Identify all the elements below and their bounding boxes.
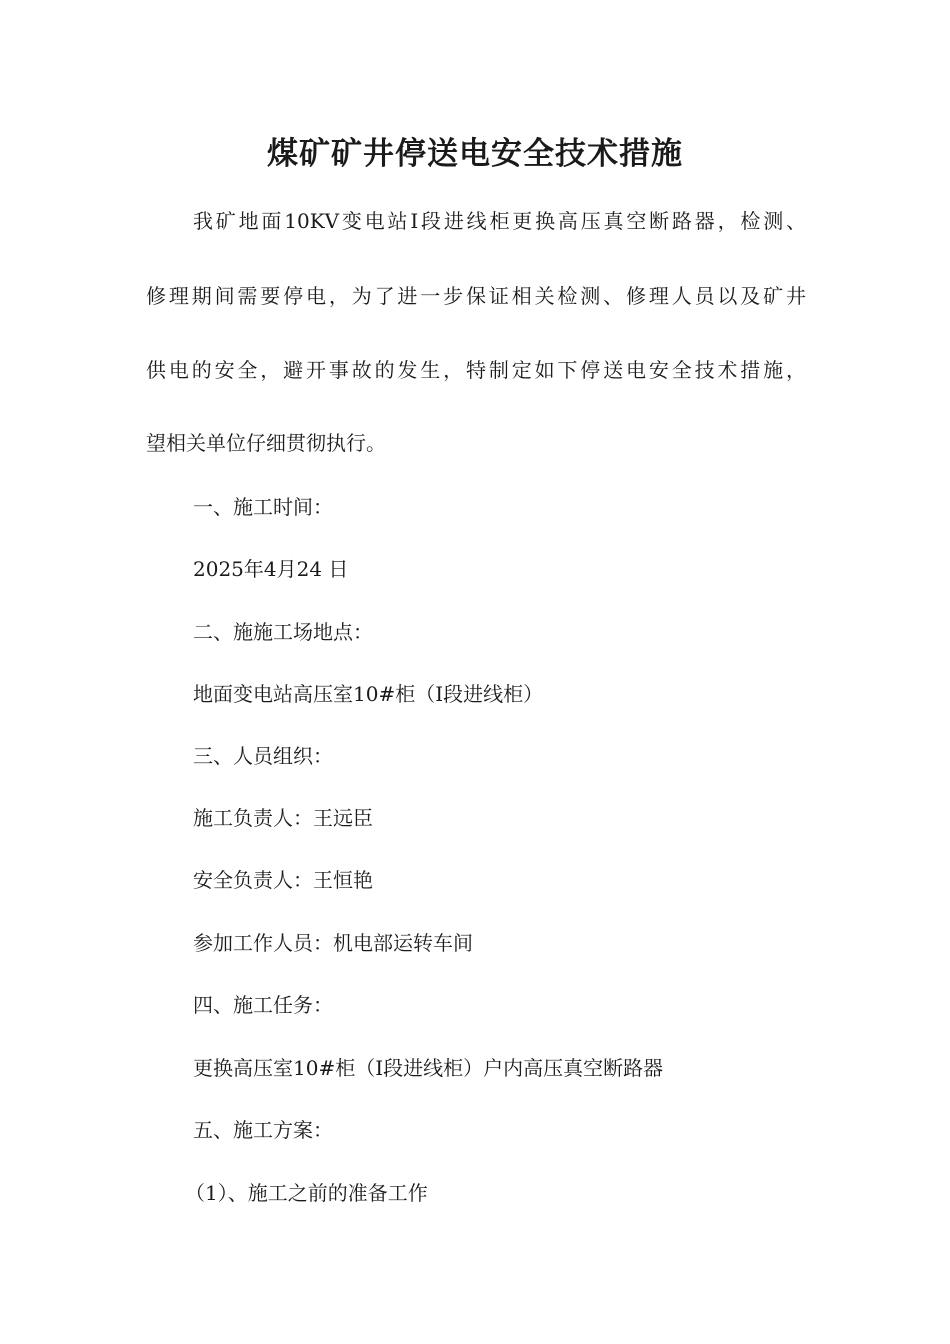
intro-line-2: 修理期间需要停电，为了进一步保证相关检测、修理人员以及矿井 xyxy=(146,284,806,308)
construction-task: 更换高压室10#柜（Ⅰ段进线柜）户内高压真空断路器 xyxy=(193,1056,664,1080)
construction-lead: 施工负责人：王远臣 xyxy=(193,806,373,830)
safety-lead: 安全负责人：王恒艳 xyxy=(193,868,373,892)
section-heading-plan: 五、施工方案： xyxy=(193,1118,333,1142)
section-heading-personnel: 三、人员组织： xyxy=(193,744,333,768)
participants: 参加工作人员：机电部运转车间 xyxy=(193,931,473,955)
document-title: 煤矿矿井停送电安全技术措施 xyxy=(267,136,683,172)
construction-date: 2025年4月24 日 xyxy=(193,557,349,581)
section-heading-task: 四、施工任务： xyxy=(193,993,333,1017)
intro-line-3: 供电的安全，避开事故的发生，特制定如下停送电安全技术措施， xyxy=(146,358,806,382)
intro-line-4: 望相关单位仔细贯彻执行。 xyxy=(146,431,386,455)
intro-line-1: 我矿地面10KV变电站Ⅰ段进线柜更换高压真空断路器，检测、 xyxy=(193,209,806,233)
section-heading-location: 二、施施工场地点： xyxy=(193,620,373,644)
construction-location: 地面变电站高压室10#柜（Ⅰ段进线柜） xyxy=(193,682,544,706)
plan-step-1: （1）、施工之前的准备工作 xyxy=(185,1181,428,1205)
section-heading-time: 一、施工时间： xyxy=(193,495,333,519)
